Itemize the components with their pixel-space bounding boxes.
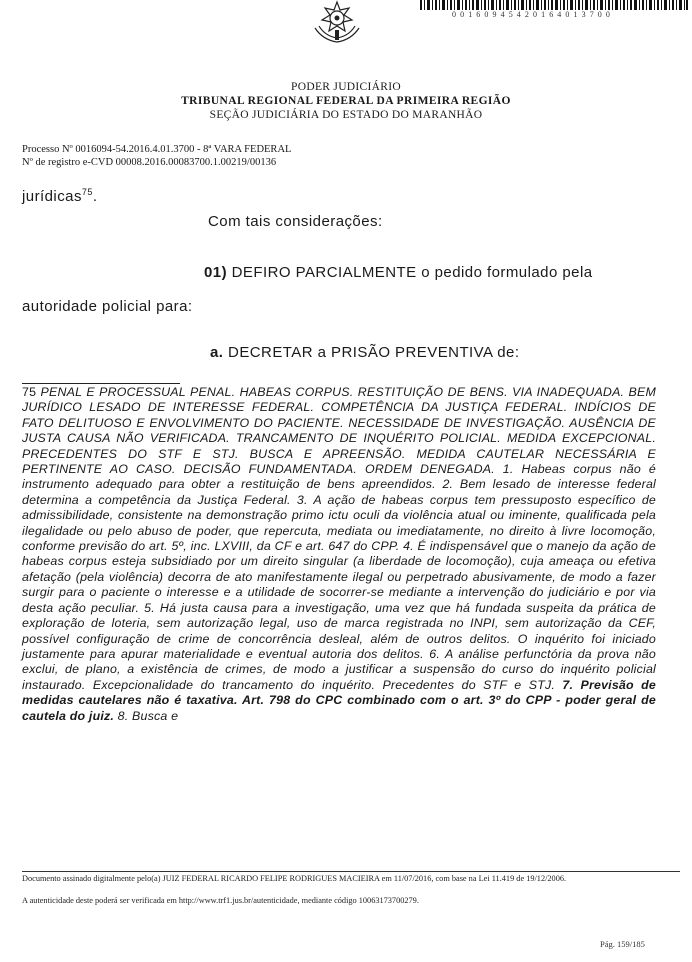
item-a-text: DECRETAR a PRISÃO PREVENTIVA de: (223, 344, 520, 361)
body-text-juridicas (22, 187, 97, 207)
footnote-main-text: PENAL E PROCESSUAL PENAL. HABEAS CORPUS. RESTITUIÇÃO DE BENS. VIA INADEQUADA. BEM JURÍDICO LESADO DE INTERESSE FEDERAL. COMPETÊNCIA DA JUSTIÇA FEDERAL. INDÍCIOS DE FATO DELITUOSO E ENVOLVIMENTO DO PACIENTE. NECESSIDADE DE INVESTIGAÇÃO. AUSÊNCIA DE JUSTA CAUSA NÃO VERIFICADA. TRANCAMENTO DE INQUÉRITO POLICIAL. MEDIDA EXCEPCIONAL. PRECEDENTES DO STF E STJ. BUSCA E APREENSÃO. MEDIDA CAUTELAR NECESSÁRIA E PERTINENTE AO CASO. DECISÃO FUNDAMENTADA. ORDEM DENEGADA. 1. Habeas corpus não é instrumento adequado para obter a restituição de bens apreendidos. 2. Bem lesado de interesse federal determina a competência da Justiça Federal. 3. A ação de habeas corpus tem pressuposto específico de admissibilidade, consistente na demonstração primo ictu oculi da violência atual ou iminente, qualificada pela ilegalidade ou pelo abuso de poder, que repercuta, mediata ou imediatamente, no direito à livre locomoção, conforme previsão do art. 5º, inc. LXVIII, da CF e art. 647 do CPP. 4. É indispensável que o manejo da ação de habeas corpus esteja subsidiado por um direito singular (a liberdade de locomoção), cuja ameaça ou efetiva afetação (pela violência) decorra de ato manifestamente ilegal ou perpetrado abusivamente, de modo a fazer surgir para o paciente o interesse e a utilidade de socorrer-se mediante a intervenção do judiciário e por via desta ação peculiar. 5. Há justa causa para a investigação, uma vez que há fundada suspeita da prática de exploração de loteria, sem autorização legal, uso de marca registrada no INPI, sem autorização da CEF, possível configuração de crime de concorrência desleal, além de outros delitos. O inquérito foi iniciado justamente para apurar materialidade e eventual autoria dos delitos. 6. A análise perfunctória da prova não exclui, de plano, a existência de crimes, de modo a justificar a suspensão do curso do inquérito policial instaurado. Excepcionalidade do trancamento do inquérito. Precedentes do STF e STJ. (22, 385, 656, 692)
page-number: Pág. 159/185 (600, 939, 645, 949)
item-01-continuation: autoridade policial para: (22, 298, 193, 315)
footnote-divider (22, 383, 180, 384)
process-number: Processo Nº 0016094-54.2016.4.01.3700 - 8ª VARA FEDERAL (22, 144, 292, 155)
item-01-line (204, 263, 593, 283)
barcode-number: 00160945420164013700 (452, 10, 614, 19)
considerations-text: Com tais considerações: (208, 213, 383, 230)
header-power: PODER JUDICIÁRIO (291, 81, 401, 93)
period: . (92, 188, 98, 205)
item-01-number: 01) (204, 264, 228, 281)
registry-number: Nº de registro e-CVD 00008.2016.00083700.1.00219/00136 (22, 157, 277, 168)
item-a-line (210, 343, 519, 363)
footer-divider (22, 871, 680, 872)
footnote-75 (22, 385, 656, 724)
signature-notice: Documento assinado digitalmente pelo(a) JUIZ FEDERAL RICARDO FELIPE RODRIGUES MACIEIRA em 11/07/2016, com base na Lei 11.419 de 19/12/2006. (22, 874, 567, 883)
item-01-text: DEFIRO PARCIALMENTE o pedido formulado pela (227, 264, 593, 281)
juridicas-word: jurídicas (22, 188, 82, 205)
item-a-letter: a. (210, 344, 224, 361)
barcode-image (420, 0, 688, 10)
coat-of-arms-icon (305, 0, 369, 44)
footnote-end-text: 8. Busca e (114, 708, 179, 723)
authenticity-notice: A autenticidade deste poderá ser verificada em http://www.trf1.jus.br/autenticidade, mediante código 10063173700279. (22, 896, 419, 905)
header-section: SEÇÃO JUDICIÁRIA DO ESTADO DO MARANHÃO (209, 109, 483, 121)
footnote-bold-text: 7. Previsão de medidas cautelares não é taxativa. Art. 798 do CPC combinado com o art. 3º do CPP - poder geral de cautela do juiz. (22, 677, 657, 723)
footnote-number: 75 (22, 385, 37, 399)
footnote-ref: 75 (81, 187, 93, 197)
header-court: TRIBUNAL REGIONAL FEDERAL DA PRIMEIRA REGIÃO (181, 95, 511, 107)
